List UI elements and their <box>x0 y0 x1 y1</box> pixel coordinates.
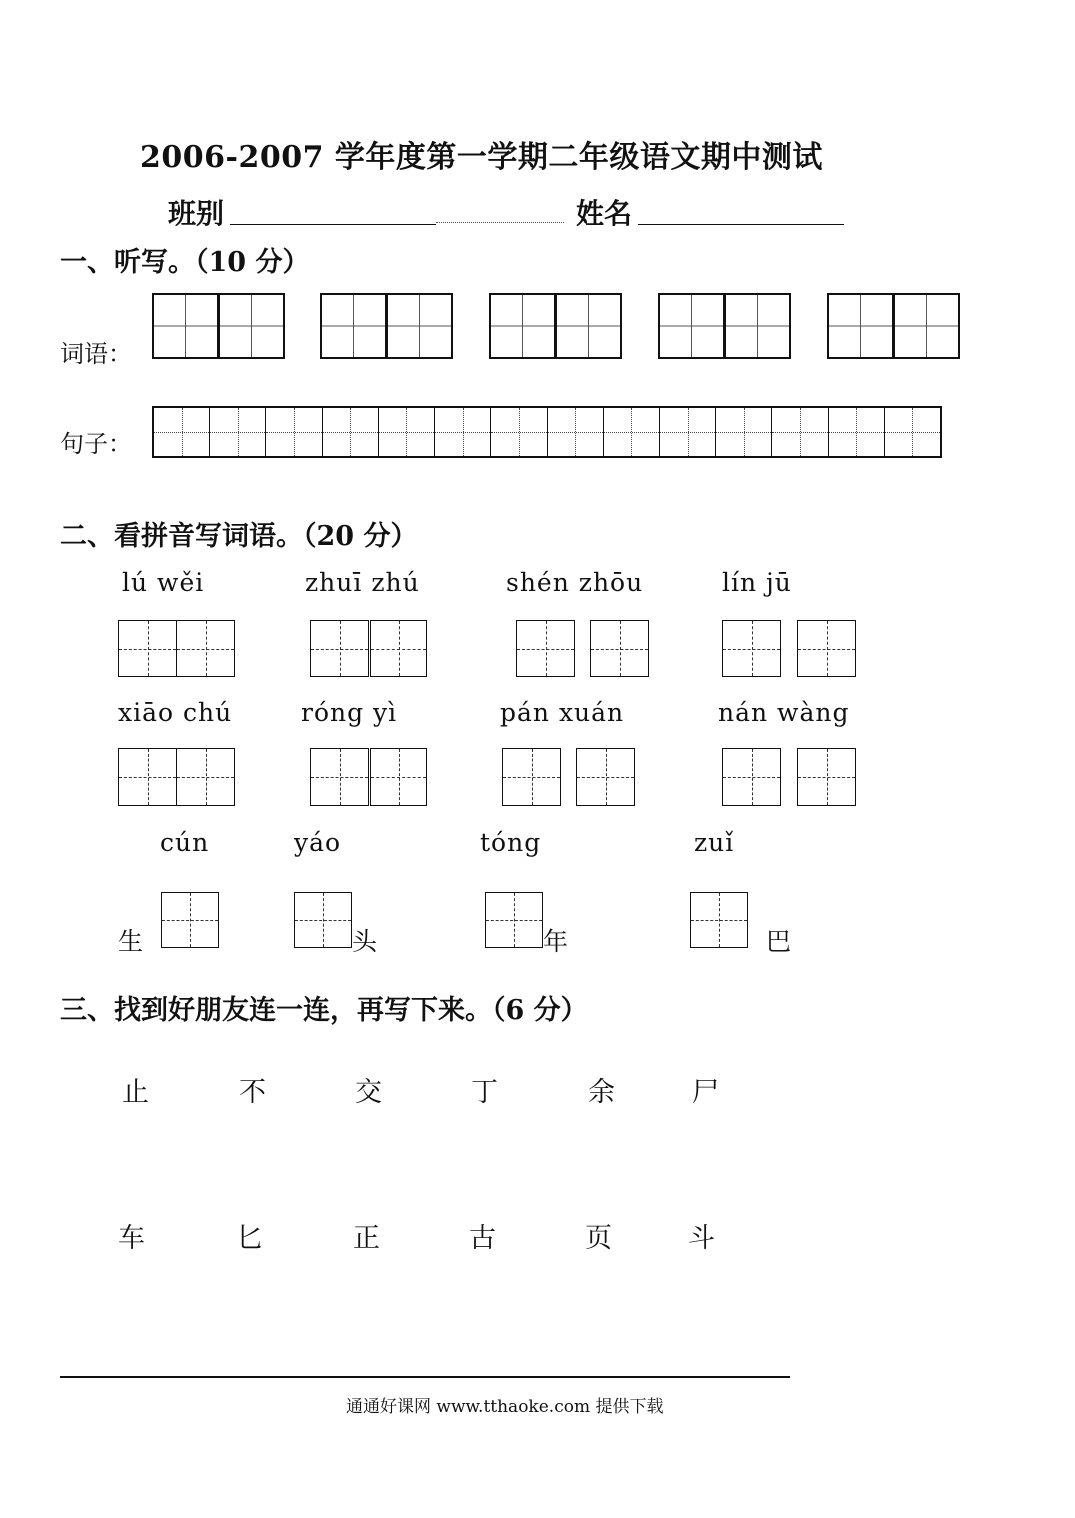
pinyin-label: lín jū <box>722 568 792 597</box>
pinyin-answer-box[interactable] <box>294 892 352 948</box>
pinyin-answer-box[interactable] <box>370 748 427 806</box>
match-character-top[interactable]: 余 <box>588 1077 615 1108</box>
pinyin-answer-box[interactable] <box>797 748 856 806</box>
match-character-top[interactable]: 尸 <box>692 1077 719 1108</box>
dictation-box[interactable] <box>218 293 285 359</box>
given-character: 年 <box>543 927 569 956</box>
class-input-line[interactable] <box>230 224 436 225</box>
match-character-top[interactable]: 止 <box>122 1077 149 1108</box>
pinyin-answer-box[interactable] <box>576 748 635 806</box>
pinyin-label: lú wěi <box>122 568 205 597</box>
section2-heading: 二、看拼音写词语。（20 分） <box>60 521 418 552</box>
pinyin-answer-box[interactable] <box>590 620 649 677</box>
pinyin-label: shén zhōu <box>506 568 644 597</box>
match-character-bottom[interactable]: 正 <box>353 1223 380 1254</box>
dictation-box[interactable] <box>320 293 387 359</box>
pinyin-answer-box[interactable] <box>176 620 235 677</box>
class-label: 班别 <box>168 197 225 230</box>
pinyin-answer-box[interactable] <box>118 748 177 806</box>
match-character-bottom[interactable]: 古 <box>469 1223 496 1254</box>
match-character-bottom[interactable]: 匕 <box>236 1223 263 1254</box>
pinyin-answer-box[interactable] <box>722 748 781 806</box>
footer-credit: 通通好课网 www.tthaoke.com 提供下载 <box>346 1397 664 1417</box>
dictation-box[interactable] <box>152 293 219 359</box>
pinyin-answer-box[interactable] <box>690 892 748 948</box>
footer-rule <box>60 1376 790 1378</box>
words-label: 词语： <box>60 340 132 368</box>
pinyin-label: tóng <box>480 828 542 857</box>
dictation-box[interactable] <box>555 293 622 359</box>
sentence-label: 句子： <box>60 430 132 458</box>
match-character-top[interactable]: 不 <box>239 1077 266 1108</box>
match-character-bottom[interactable]: 页 <box>585 1223 612 1254</box>
pinyin-label: zhuī zhú <box>305 568 420 597</box>
dotted-separator <box>436 222 564 223</box>
pinyin-label: yáo <box>294 828 342 857</box>
dictation-box[interactable] <box>724 293 791 359</box>
dictation-box[interactable] <box>827 293 894 359</box>
name-label: 姓名 <box>576 197 633 230</box>
match-character-bottom[interactable]: 车 <box>118 1223 145 1254</box>
dictation-box[interactable] <box>489 293 556 359</box>
section3-heading: 三、找到好朋友连一连，再写下来。（6 分） <box>60 995 588 1026</box>
pinyin-answer-box[interactable] <box>485 892 543 948</box>
pinyin-answer-box[interactable] <box>370 620 427 677</box>
pinyin-label: pán xuán <box>500 698 625 727</box>
match-character-top[interactable]: 交 <box>355 1077 382 1108</box>
pinyin-label: xiāo chú <box>118 698 233 727</box>
pinyin-label: zuǐ <box>694 828 735 857</box>
section1-heading: 一、听写。（10 分） <box>60 247 310 278</box>
pinyin-answer-box[interactable] <box>722 620 781 677</box>
dictation-box[interactable] <box>386 293 453 359</box>
dictation-box[interactable] <box>893 293 960 359</box>
pinyin-label: róng yì <box>301 698 398 727</box>
pinyin-answer-box[interactable] <box>516 620 575 677</box>
pinyin-answer-box[interactable] <box>176 748 235 806</box>
pinyin-answer-box[interactable] <box>310 748 369 806</box>
match-character-top[interactable]: 丁 <box>471 1077 498 1108</box>
given-character: 巴 <box>766 927 792 956</box>
pinyin-answer-box[interactable] <box>502 748 561 806</box>
match-character-bottom[interactable]: 斗 <box>688 1223 715 1254</box>
pinyin-answer-box[interactable] <box>310 620 369 677</box>
pinyin-answer-box[interactable] <box>797 620 856 677</box>
sentence-writing-grid[interactable] <box>152 406 942 458</box>
pinyin-label: nán wàng <box>718 698 850 727</box>
page-title: 2006-2007 学年度第一学期二年级语文期中测试 <box>140 140 823 175</box>
dictation-box[interactable] <box>658 293 725 359</box>
given-character: 生 <box>118 927 144 956</box>
pinyin-answer-box[interactable] <box>118 620 177 677</box>
pinyin-label: cún <box>160 828 210 857</box>
pinyin-answer-box[interactable] <box>161 892 219 948</box>
given-character: 头 <box>352 927 378 956</box>
name-input-line[interactable] <box>638 224 844 225</box>
